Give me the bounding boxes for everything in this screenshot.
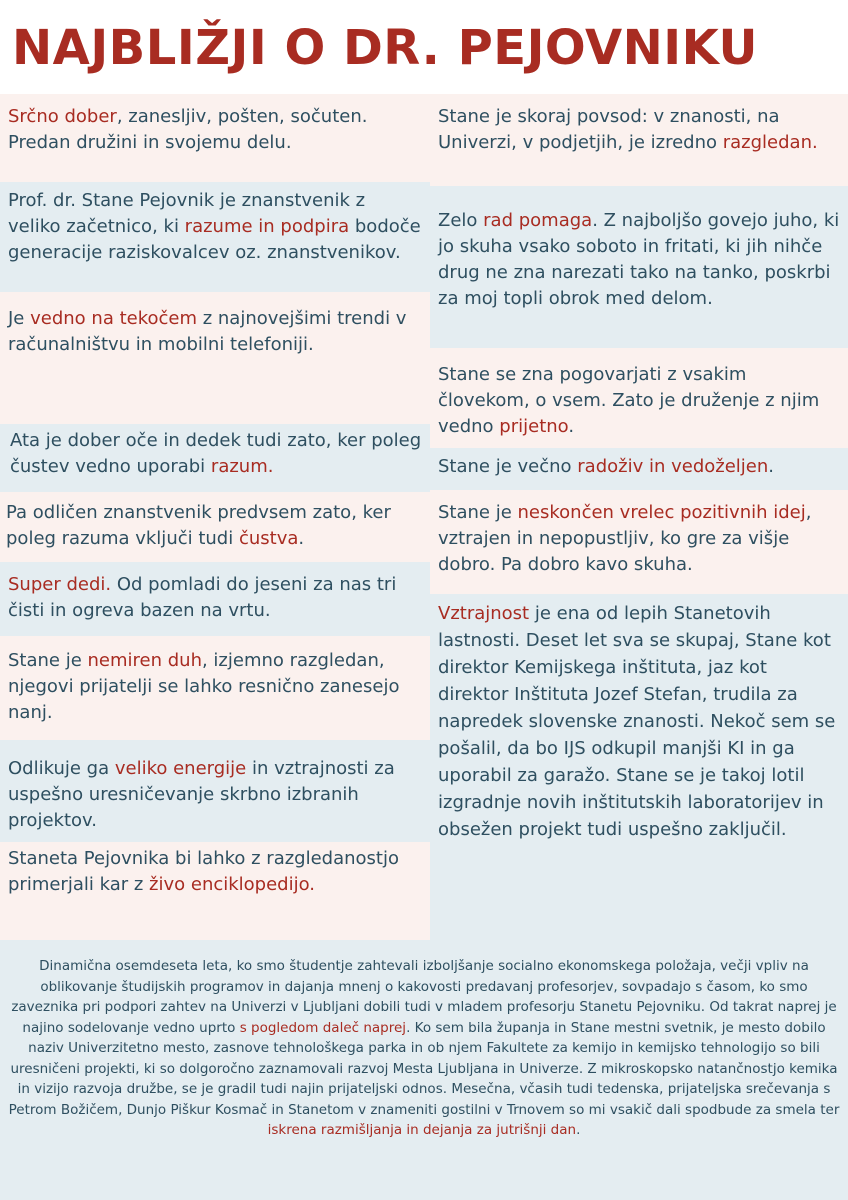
quote-text: Prof. dr. Stane Pejovnik je znanstvenik z veliko začetnico, ki [8,190,366,237]
highlight: prijetno [499,416,569,437]
quote-right-3 [430,348,848,448]
quote-text: Stane se zna pogovarjati z vsakim človekom, o vsem. Zato je druženje z njim vedno [438,364,820,437]
bottom-paragraph [0,940,848,1200]
quote-text: Staneta Pejovnika bi lahko z razgledanostjo primerjali kar z [8,848,400,895]
quote-text: , zanesljiv, pošten, sočuten. Predan družini in svojemu delu. [8,106,368,153]
quote-right-2 [430,186,848,348]
quote-left-9 [0,842,430,940]
quote-left-5 [0,492,430,562]
highlight: nemiren duh [87,650,202,671]
quote-right-1 [430,94,848,186]
quote-text: Pa odličen znanstvenik predvsem zato, ker poleg razuma vključi tudi [6,502,391,549]
quote-text: . Z najboljšo govejo juho, ki jo skuha vsako soboto in fritati, ki jih nihče drug ne zna narezati tako na tanko, poskrbi za moj topli obrok med delom. [438,210,840,309]
quote-text: Zelo [438,210,484,231]
quote-left-8 [0,740,430,842]
quote-left-3 [0,292,430,424]
quote-text: , izjemno razgledan, njegovi prijatelji se lahko resnično zanesejo nanj. [8,650,400,723]
quote-left-7 [0,636,430,740]
highlight: vedno na tekočem [30,308,197,329]
quote-text: , vztrajen in nepopustljiv, ko gre za višje dobro. Pa dobro kavo skuha. [438,502,812,575]
quote-left-2 [0,182,430,292]
quote-text: . [568,416,575,437]
highlight: živo enciklopedijo. [149,874,316,895]
quote-text: in vztrajnosti za uspešno uresničevanje skrbno izbranih projektov. [8,758,395,831]
quote-left-6 [0,562,430,636]
quote-text: z najnovejšimi trendi v računalništvu in mobilni telefoniji. [8,308,407,355]
quote-left-4 [0,424,430,492]
quote-text: Stane je [438,502,518,523]
highlight: neskončen vrelec pozitivnih idej [517,502,806,523]
highlight: razgledan. [722,132,818,153]
paragraph-text: Dinamična osemdeseta leta, ko smo študentje zahtevali izboljšanje socialno ekonomskega položaja, večji vpliv na oblikovanje študijskih programov in dajanja mnenj o kakovosti predavanj profesorjev, sovpadajo s časom, ko smo zaveznika pri podpori zahtev na Univerzi v Ljubljani dobili tudi v mladem profesorju Stanetu Pejovniku. Od takrat naprej je najino sodelovanje vedno uprto [11,958,837,1036]
quote-text: . [768,456,775,477]
quote-text: je ena od lepih Stanetovih lastnosti. Deset let sva se skupaj, Stane kot direktor Kemijskega inštituta, jaz kot direktor Inštituta Jozef Stefan, trudila za napredek slovenske znanosti. Nekoč sem se pošalil, da bo IJS odkupil manjši KI in ga uporabil za garažo. Stane se je takoj lotil izgradnje novih inštitutskih laboratorijev in obsežen projekt tudi uspešno zaključil. [438,603,836,840]
highlight: iskrena razmišljanja in dejanja za jutrišnji dan [267,1122,577,1138]
page-title: NAJBLIŽJI O DR. PEJOVNIKU [12,20,758,76]
quote-text: Je [8,308,31,329]
quote-text: Stane je skoraj povsod: v znanosti, na Univerzi, v podjetjih, je izredno [438,106,780,153]
highlight: veliko energije [114,758,247,779]
paragraph-text: . Ko sem bila županja in Stane mestni svetnik, je mesto dobilo naziv Univerzitetno mesto, zasnove tehnološkega parka in ob njem Fakultete za kemijo in kemijsko tehnologijo so bili uresničeni projekti, ki so dolgoročno zaznamovali razvoj Mesta Ljubljana in Univerze. Z mikroskopsko natančnostjo kemika in vizijo razvoja družbe, se je gradil tudi najin prijateljski odnos. Mesečna, včasih tudi tedenska, prijateljska srečevanja s Petrom Božičem, Dunjo Piškur Kosmač in Stanetom v znameniti gostilni v Trnovem so mi vsakič dali spodbude za smela ter [8,1019,840,1118]
highlight: Srčno dober [8,106,117,127]
highlight: čustva [238,528,299,549]
highlight: razume in podpira [184,216,350,237]
quote-text: Odlikuje ga [8,758,115,779]
quote-text: Stane je [8,650,88,671]
highlight: rad pomaga [483,210,593,231]
highlight: radoživ in vedoželjen [577,456,769,477]
highlight: razum. [210,456,274,477]
paragraph-text: . [576,1122,581,1138]
quote-left-1 [0,94,430,182]
quote-text: Od pomladi do jeseni za nas tri čisti in ogreva bazen na vrtu. [8,574,397,621]
highlight: s pogledom daleč naprej [239,1019,407,1036]
quote-right-5 [430,490,848,594]
quote-right-4 [430,448,848,490]
quote-text: . [298,528,305,549]
quote-text: Ata je dober oče in dedek tudi zato, ker poleg čustev vedno uporabi [10,430,422,477]
quote-right-6 [430,594,848,940]
highlight: Vztrajnost [438,603,530,624]
highlight: Super dedi. [8,574,112,595]
quote-text: Stane je večno [438,456,578,477]
quote-text: bodoče generacije raziskovalcev oz. znanstvenikov. [8,216,421,263]
